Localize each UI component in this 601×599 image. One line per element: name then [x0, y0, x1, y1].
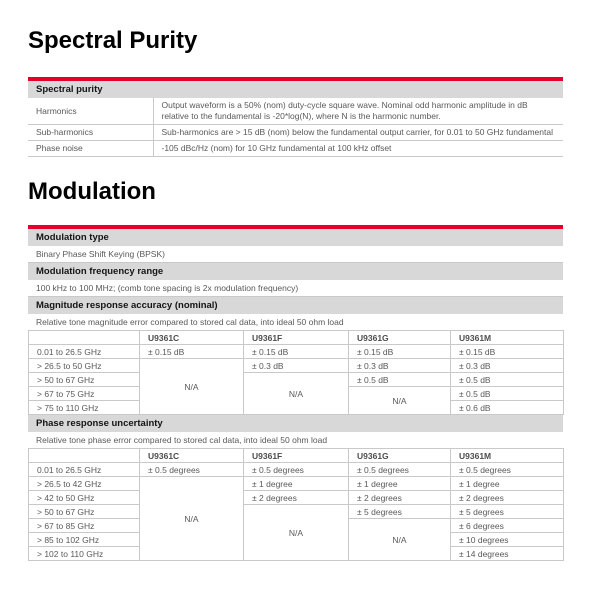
value-cell: ± 2 degrees: [349, 491, 451, 505]
value-cell: ± 10 degrees: [451, 533, 564, 547]
na-cell: N/A: [349, 519, 451, 561]
modulation-frequency-range-header: Modulation frequency range: [28, 263, 563, 280]
table-row: [29, 373, 564, 387]
range-label: > 75 to 110 GHz: [29, 401, 140, 415]
table-row: [29, 505, 564, 519]
table-row: [28, 125, 563, 141]
model-header: U9361G: [349, 449, 451, 463]
model-header: U9361C: [140, 331, 244, 345]
value-cell: ± 1 degree: [451, 477, 564, 491]
table-row: [28, 141, 563, 157]
model-header: U9361F: [244, 449, 349, 463]
table-row: [29, 463, 564, 477]
magnitude-response-table: [28, 330, 564, 415]
spec-value: Sub-harmonics are > 15 dB (nom) below the fundamental output carrier, for 0.01 to 50 GHz fundamental: [153, 125, 563, 141]
spec-label: Sub-harmonics: [28, 125, 153, 141]
value-cell: ± 0.5 degrees: [349, 463, 451, 477]
value-cell: ± 0.15 dB: [349, 345, 451, 359]
phase-response-description: Relative tone phase error compared to stored cal data, into ideal 50 ohm load: [36, 434, 328, 445]
na-cell: N/A: [140, 359, 244, 415]
value-cell: ± 2 degrees: [244, 491, 349, 505]
model-header: U9361C: [140, 449, 244, 463]
empty-corner-cell: [29, 331, 140, 345]
table-row: [28, 98, 563, 125]
value-cell: ± 1 degree: [244, 477, 349, 491]
na-cell: N/A: [244, 373, 349, 415]
modulation-type-header: Modulation type: [28, 229, 563, 246]
model-header: U9361F: [244, 331, 349, 345]
value-cell: ± 0.15 dB: [244, 345, 349, 359]
value-cell: ± 2 degrees: [451, 491, 564, 505]
spectral-table-title: Spectral purity: [28, 81, 563, 98]
phase-response-table: [28, 448, 564, 561]
spec-value: Output waveform is a 50% (nom) duty-cycle square wave. Nominal odd harmonic amplitude in dB relative to the fundamental is -20*log(N), where N is the harmonic number.: [153, 98, 563, 125]
modulation-frequency-range-value: 100 kHz to 100 MHz; (comb tone spacing is 2x modulation frequency): [28, 280, 563, 297]
value-cell: ± 0.5 degrees: [451, 463, 564, 477]
model-header-row: [29, 331, 564, 345]
table-row: [29, 491, 564, 505]
model-header: U9361M: [451, 449, 564, 463]
value-cell: ± 5 degrees: [451, 505, 564, 519]
value-cell: ± 0.6 dB: [451, 401, 564, 415]
value-cell: ± 0.5 degrees: [140, 463, 244, 477]
modulation-table: [28, 225, 563, 561]
range-label: > 26.5 to 42 GHz: [29, 477, 140, 491]
range-label: 0.01 to 26.5 GHz: [29, 345, 140, 359]
empty-corner-cell: [29, 449, 140, 463]
spec-value: -105 dBc/Hz (nom) for 10 GHz fundamental at 100 kHz offset: [153, 141, 563, 157]
model-header: U9361G: [349, 331, 451, 345]
value-cell: ± 0.3 dB: [349, 359, 451, 373]
magnitude-response-description: Relative tone magnitude error compared to stored cal data, into ideal 50 ohm load: [36, 316, 344, 327]
table-row: [29, 477, 564, 491]
value-cell: ± 0.3 dB: [244, 359, 349, 373]
range-label: > 26.5 to 50 GHz: [29, 359, 140, 373]
na-cell: N/A: [140, 477, 244, 561]
model-header: U9361M: [451, 331, 564, 345]
value-cell: ± 0.3 dB: [451, 359, 564, 373]
spectral-purity-heading: Spectral Purity: [28, 27, 198, 54]
range-label: 0.01 to 26.5 GHz: [29, 463, 140, 477]
spec-label: Phase noise: [28, 141, 153, 157]
value-cell: ± 5 degrees: [349, 505, 451, 519]
value-cell: ± 0.5 degrees: [244, 463, 349, 477]
modulation-type-value: Binary Phase Shift Keying (BPSK): [28, 246, 563, 263]
model-header-row: [29, 449, 564, 463]
value-cell: ± 6 degrees: [451, 519, 564, 533]
spec-label: Harmonics: [28, 98, 153, 125]
range-label: > 50 to 67 GHz: [29, 505, 140, 519]
magnitude-response-header: Magnitude response accuracy (nominal): [28, 297, 563, 314]
value-cell: ± 0.15 dB: [140, 345, 244, 359]
range-label: > 85 to 102 GHz: [29, 533, 140, 547]
na-cell: N/A: [349, 387, 451, 415]
table-row: [29, 359, 564, 373]
spectral-kv-table: [28, 98, 563, 157]
spectral-purity-table: [28, 77, 563, 157]
range-label: > 42 to 50 GHz: [29, 491, 140, 505]
range-label: > 102 to 110 GHz: [29, 547, 140, 561]
range-label: > 67 to 85 GHz: [29, 519, 140, 533]
value-cell: ± 0.5 dB: [349, 373, 451, 387]
value-cell: ± 0.5 dB: [451, 373, 564, 387]
value-cell: ± 0.15 dB: [451, 345, 564, 359]
na-cell: N/A: [244, 505, 349, 561]
value-cell: ± 1 degree: [349, 477, 451, 491]
phase-response-header: Phase response uncertainty: [28, 415, 563, 432]
value-cell: ± 14 degrees: [451, 547, 564, 561]
table-row: [29, 345, 564, 359]
range-label: > 50 to 67 GHz: [29, 373, 140, 387]
modulation-heading: Modulation: [28, 178, 156, 205]
value-cell: ± 0.5 dB: [451, 387, 564, 401]
range-label: > 67 to 75 GHz: [29, 387, 140, 401]
